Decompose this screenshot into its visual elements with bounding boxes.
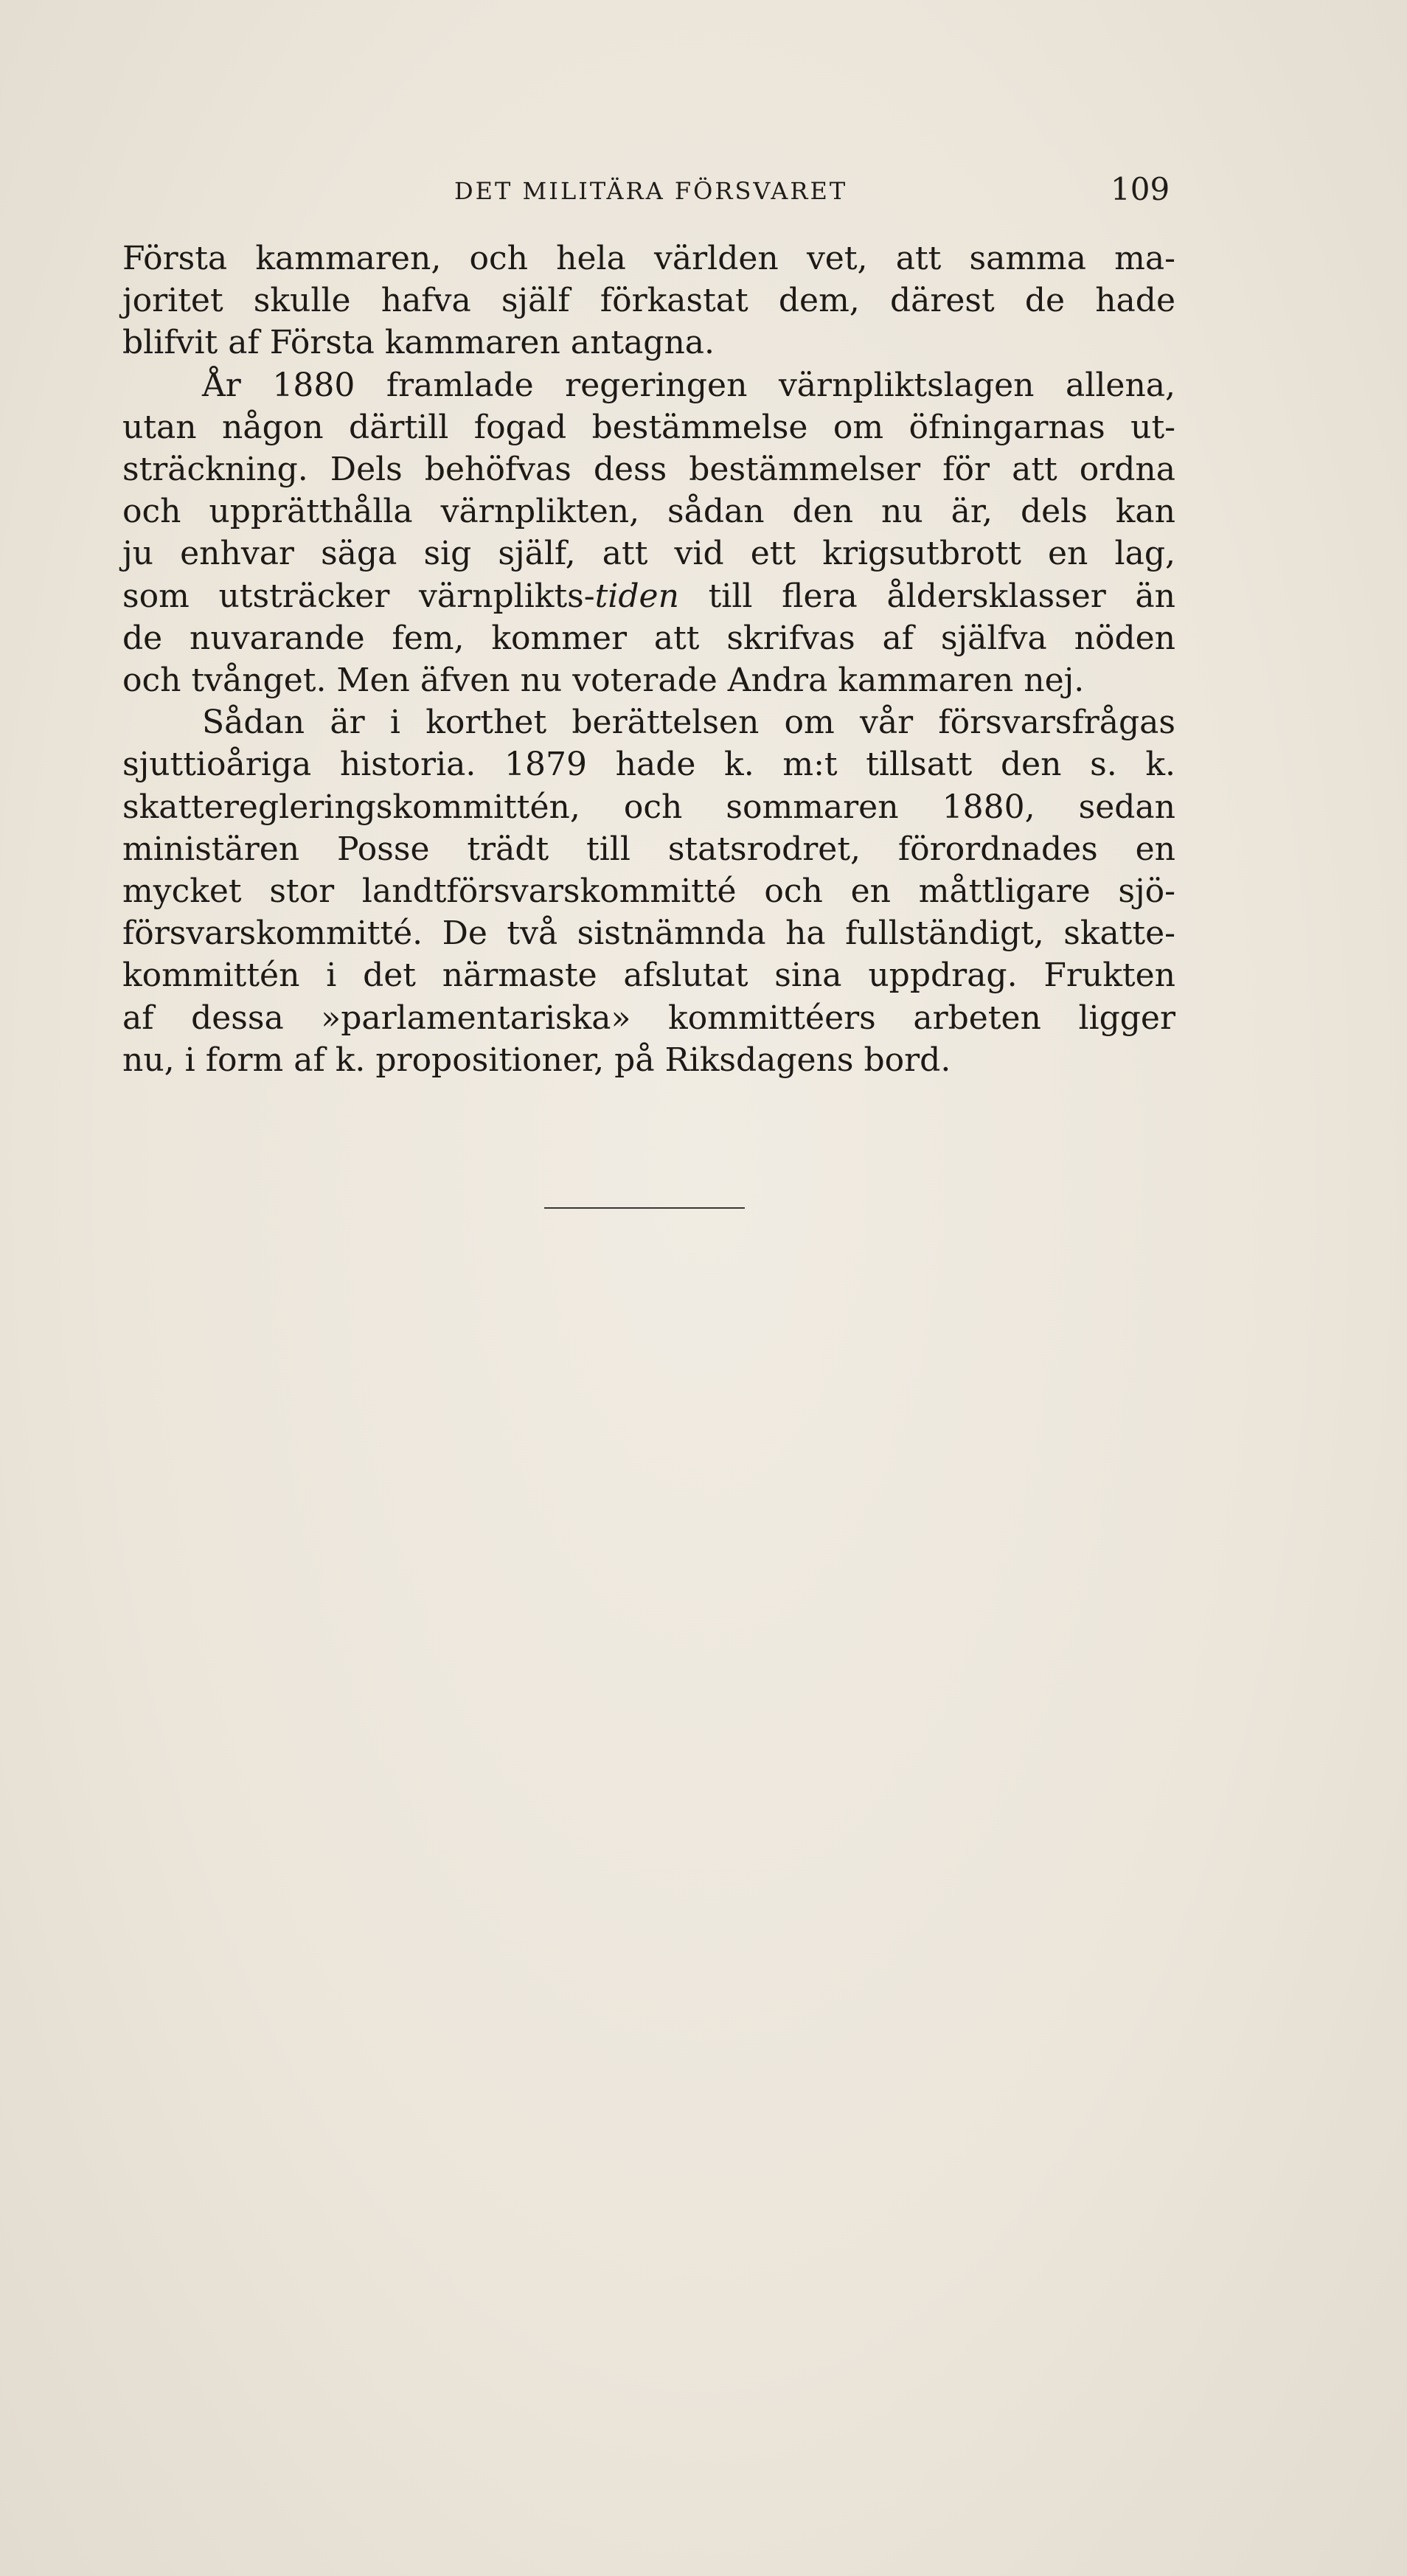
emphasized-word: tiden	[594, 577, 679, 615]
text-line: blifvit af Första kammaren antagna.	[122, 324, 715, 362]
text-line: Första kammaren, och hela världen vet, att samma ma-	[122, 240, 1175, 277]
text-line: joritet skulle hafva själf förkastat dem, därest de hade	[122, 282, 1175, 320]
running-head: DET MILITÄRA FÖRSVARET	[454, 177, 848, 205]
text-segment: som utsträcker värnplikts-	[122, 577, 595, 615]
body-text	[122, 237, 1175, 1081]
paragraph-2	[122, 364, 1175, 702]
text-line: kommittén i det närmaste afslutat sina uppdrag. Frukten	[122, 957, 1175, 995]
text-line: ju enhvar säga sig själf, att vid ett krigsutbrott en lag,	[122, 535, 1175, 573]
text-segment: till flera åldersklasser än	[678, 577, 1175, 615]
text-line-with-emphasis	[122, 575, 1175, 617]
section-divider	[544, 1207, 745, 1209]
text-line: försvarskommitté. De två sistnämnda ha fullständigt, skatte-	[122, 914, 1175, 953]
text-line: och upprätthålla värnplikten, sådan den nu är, dels kan	[122, 493, 1175, 531]
text-line: Sådan är i korthet berättelsen om vår försvarsfrågas	[202, 704, 1175, 742]
page-header	[0, 171, 1407, 215]
text-line: de nuvarande fem, kommer att skrifvas af själfva nöden	[122, 619, 1175, 657]
text-line: skatteregleringskommittén, och sommaren 1880, sedan	[122, 788, 1175, 826]
text-line: sjuttioåriga historia. 1879 hade k. m:t tillsatt den s. k.	[122, 746, 1175, 784]
text-line: mycket stor landtförsvarskommitté och en måttligare sjö-	[122, 872, 1175, 911]
text-line: och tvånget. Men äfven nu voterade Andra kammaren nej.	[122, 662, 1085, 700]
text-line: sträckning. Dels behöfvas dess bestämmelser för att ordna	[122, 451, 1175, 489]
text-line: utan någon därtill fogad bestämmelse om öfningarnas ut-	[122, 408, 1175, 446]
text-line: År 1880 framlade regeringen värnpliktslagen allena,	[202, 366, 1175, 404]
paragraph-1	[122, 237, 1175, 364]
text-line: af dessa »parlamentariska» kommittéers arbeten ligger	[122, 999, 1175, 1037]
page-number: 109	[1111, 171, 1170, 207]
text-line: ministären Posse trädt till statsrodret, förordnades en	[122, 830, 1175, 868]
text-line: nu, i form af k. propositioner, på Riksdagens bord.	[122, 1041, 951, 1079]
paragraph-3	[122, 701, 1175, 1081]
